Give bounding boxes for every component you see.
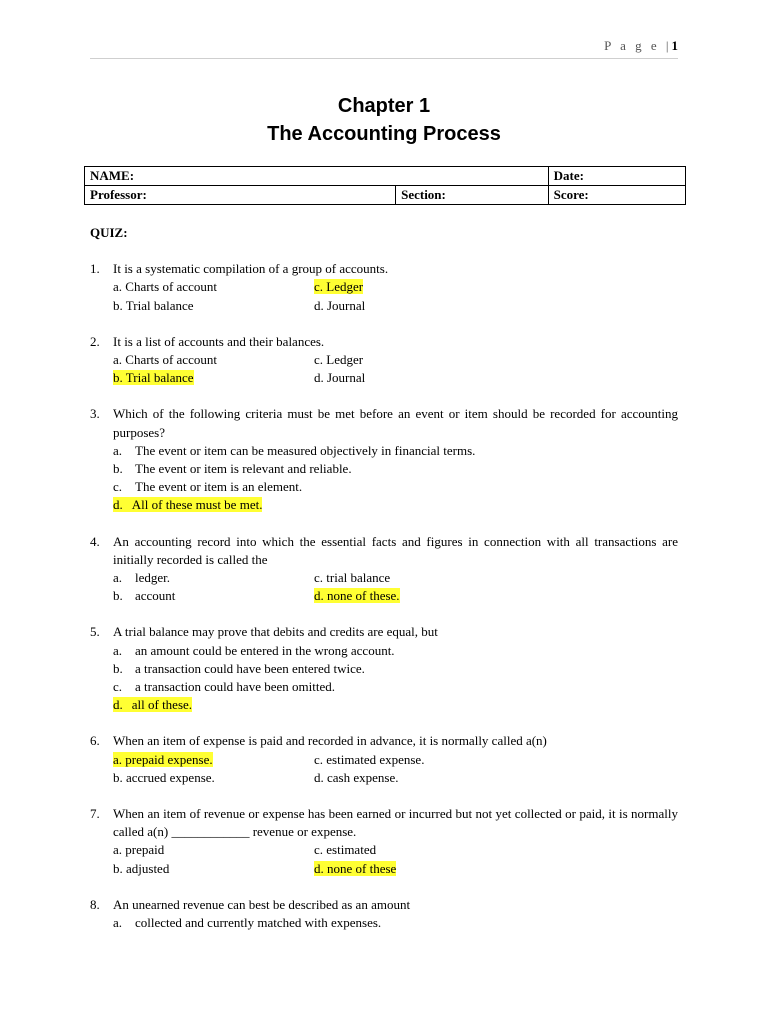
question-text: Which of the following criteria must be met before an event or item should be recorded for accounting purposes? bbox=[113, 406, 678, 440]
option-c[interactable]: c. estimated expense. bbox=[314, 751, 425, 767]
chapter-title: Chapter 1 bbox=[337, 95, 431, 117]
question-number: 8. bbox=[90, 896, 100, 912]
question-number: 7. bbox=[90, 806, 100, 822]
option-d-text: All of these must be met. bbox=[131, 497, 263, 513]
option-letter: a. bbox=[113, 915, 123, 931]
question-number: 1. bbox=[90, 261, 100, 277]
option-letter: b. bbox=[113, 461, 123, 477]
option-d-answer[interactable]: d. none of these bbox=[314, 860, 397, 876]
question-1 bbox=[90, 260, 678, 315]
question-number: 2. bbox=[90, 333, 100, 349]
question-text: It is a list of accounts and their balances. bbox=[113, 333, 325, 349]
option-c-answer[interactable]: c. Ledger bbox=[314, 279, 364, 295]
page-separator: | bbox=[665, 38, 672, 53]
option-d[interactable]: d. Journal bbox=[314, 297, 366, 313]
title-block bbox=[0, 92, 768, 148]
option-b[interactable]: b. accrued expense. bbox=[113, 769, 215, 785]
question-6 bbox=[90, 732, 678, 787]
option-c[interactable]: a transaction could have been omitted. bbox=[135, 679, 335, 695]
page-header bbox=[604, 38, 678, 54]
question-7 bbox=[90, 805, 678, 878]
question-text: A trial balance may prove that debits and credits are equal, but bbox=[113, 624, 438, 640]
option-letter: d. bbox=[113, 697, 123, 713]
option-letter: a. bbox=[113, 570, 123, 586]
option-a-answer[interactable]: a. prepaid expense. bbox=[113, 751, 213, 767]
option-a[interactable]: an amount could be entered in the wrong account. bbox=[135, 642, 395, 658]
option-b[interactable]: account bbox=[135, 588, 176, 604]
quiz-content bbox=[90, 224, 678, 950]
page-word: P a g e bbox=[604, 38, 660, 53]
student-info-table bbox=[84, 166, 686, 205]
option-d[interactable]: d. Journal bbox=[314, 370, 366, 386]
option-letter: c. bbox=[113, 479, 123, 495]
option-a[interactable]: a. prepaid bbox=[113, 842, 165, 858]
page-number: 1 bbox=[671, 38, 678, 53]
option-letter: c. bbox=[113, 679, 123, 695]
header-divider bbox=[90, 58, 678, 59]
option-d-answer[interactable]: d. none of these. bbox=[314, 588, 400, 604]
option-letter: a. bbox=[113, 642, 123, 658]
option-b[interactable]: b. Trial balance bbox=[113, 297, 194, 313]
option-b[interactable]: The event or item is relevant and reliable. bbox=[135, 461, 352, 477]
question-text: An accounting record into which the essential facts and figures in connection with all transactions are initially recorded is called the bbox=[113, 533, 678, 567]
question-3 bbox=[90, 405, 678, 514]
option-letter: a. bbox=[113, 442, 123, 458]
question-number: 3. bbox=[90, 406, 100, 422]
option-letter: b. bbox=[113, 588, 123, 604]
option-a[interactable]: collected and currently matched with expenses. bbox=[135, 915, 382, 931]
option-b[interactable]: a transaction could have been entered twice. bbox=[135, 660, 365, 676]
question-number: 5. bbox=[90, 624, 100, 640]
question-5 bbox=[90, 623, 678, 714]
option-d[interactable]: d. cash expense. bbox=[314, 769, 399, 785]
section-field[interactable]: Section: bbox=[396, 186, 549, 205]
question-text: When an item of expense is paid and recorded in advance, it is normally called a(n) bbox=[113, 733, 547, 749]
quiz-label: QUIZ: bbox=[90, 225, 128, 240]
option-d-text: all of these. bbox=[131, 697, 193, 713]
question-text: When an item of revenue or expense has been earned or incurred but not yet collected or paid, it is normally called a(n) ____________ revenue or expense. bbox=[113, 806, 678, 840]
date-field[interactable]: Date: bbox=[548, 167, 685, 186]
option-c[interactable]: c. trial balance bbox=[314, 570, 391, 586]
chapter-subtitle: The Accounting Process bbox=[267, 123, 501, 145]
question-text: It is a systematic compilation of a group of accounts. bbox=[113, 261, 389, 277]
option-b[interactable]: b. adjusted bbox=[113, 860, 170, 876]
name-field[interactable]: NAME: bbox=[85, 167, 549, 186]
question-2 bbox=[90, 333, 678, 388]
option-a[interactable]: a. Charts of account bbox=[113, 279, 217, 295]
option-c[interactable]: c. estimated bbox=[314, 842, 377, 858]
option-b-answer[interactable]: b. Trial balance bbox=[113, 370, 194, 386]
option-d-answer[interactable] bbox=[113, 497, 262, 512]
option-letter: b. bbox=[113, 660, 123, 676]
question-text: An unearned revenue can best be described as an amount bbox=[113, 896, 411, 912]
option-a[interactable]: The event or item can be measured objectively in financial terms. bbox=[135, 442, 476, 458]
score-field[interactable]: Score: bbox=[548, 186, 685, 205]
professor-field[interactable]: Professor: bbox=[85, 186, 396, 205]
option-a[interactable]: a. Charts of account bbox=[113, 352, 217, 368]
option-letter: d. bbox=[113, 497, 123, 513]
question-number: 6. bbox=[90, 733, 100, 749]
option-a[interactable]: ledger. bbox=[135, 570, 171, 586]
option-c[interactable]: c. Ledger bbox=[314, 352, 364, 368]
question-number: 4. bbox=[90, 533, 100, 549]
option-c[interactable]: The event or item is an element. bbox=[135, 479, 303, 495]
question-4 bbox=[90, 533, 678, 606]
question-8 bbox=[90, 896, 678, 932]
option-d-answer[interactable] bbox=[113, 697, 192, 712]
